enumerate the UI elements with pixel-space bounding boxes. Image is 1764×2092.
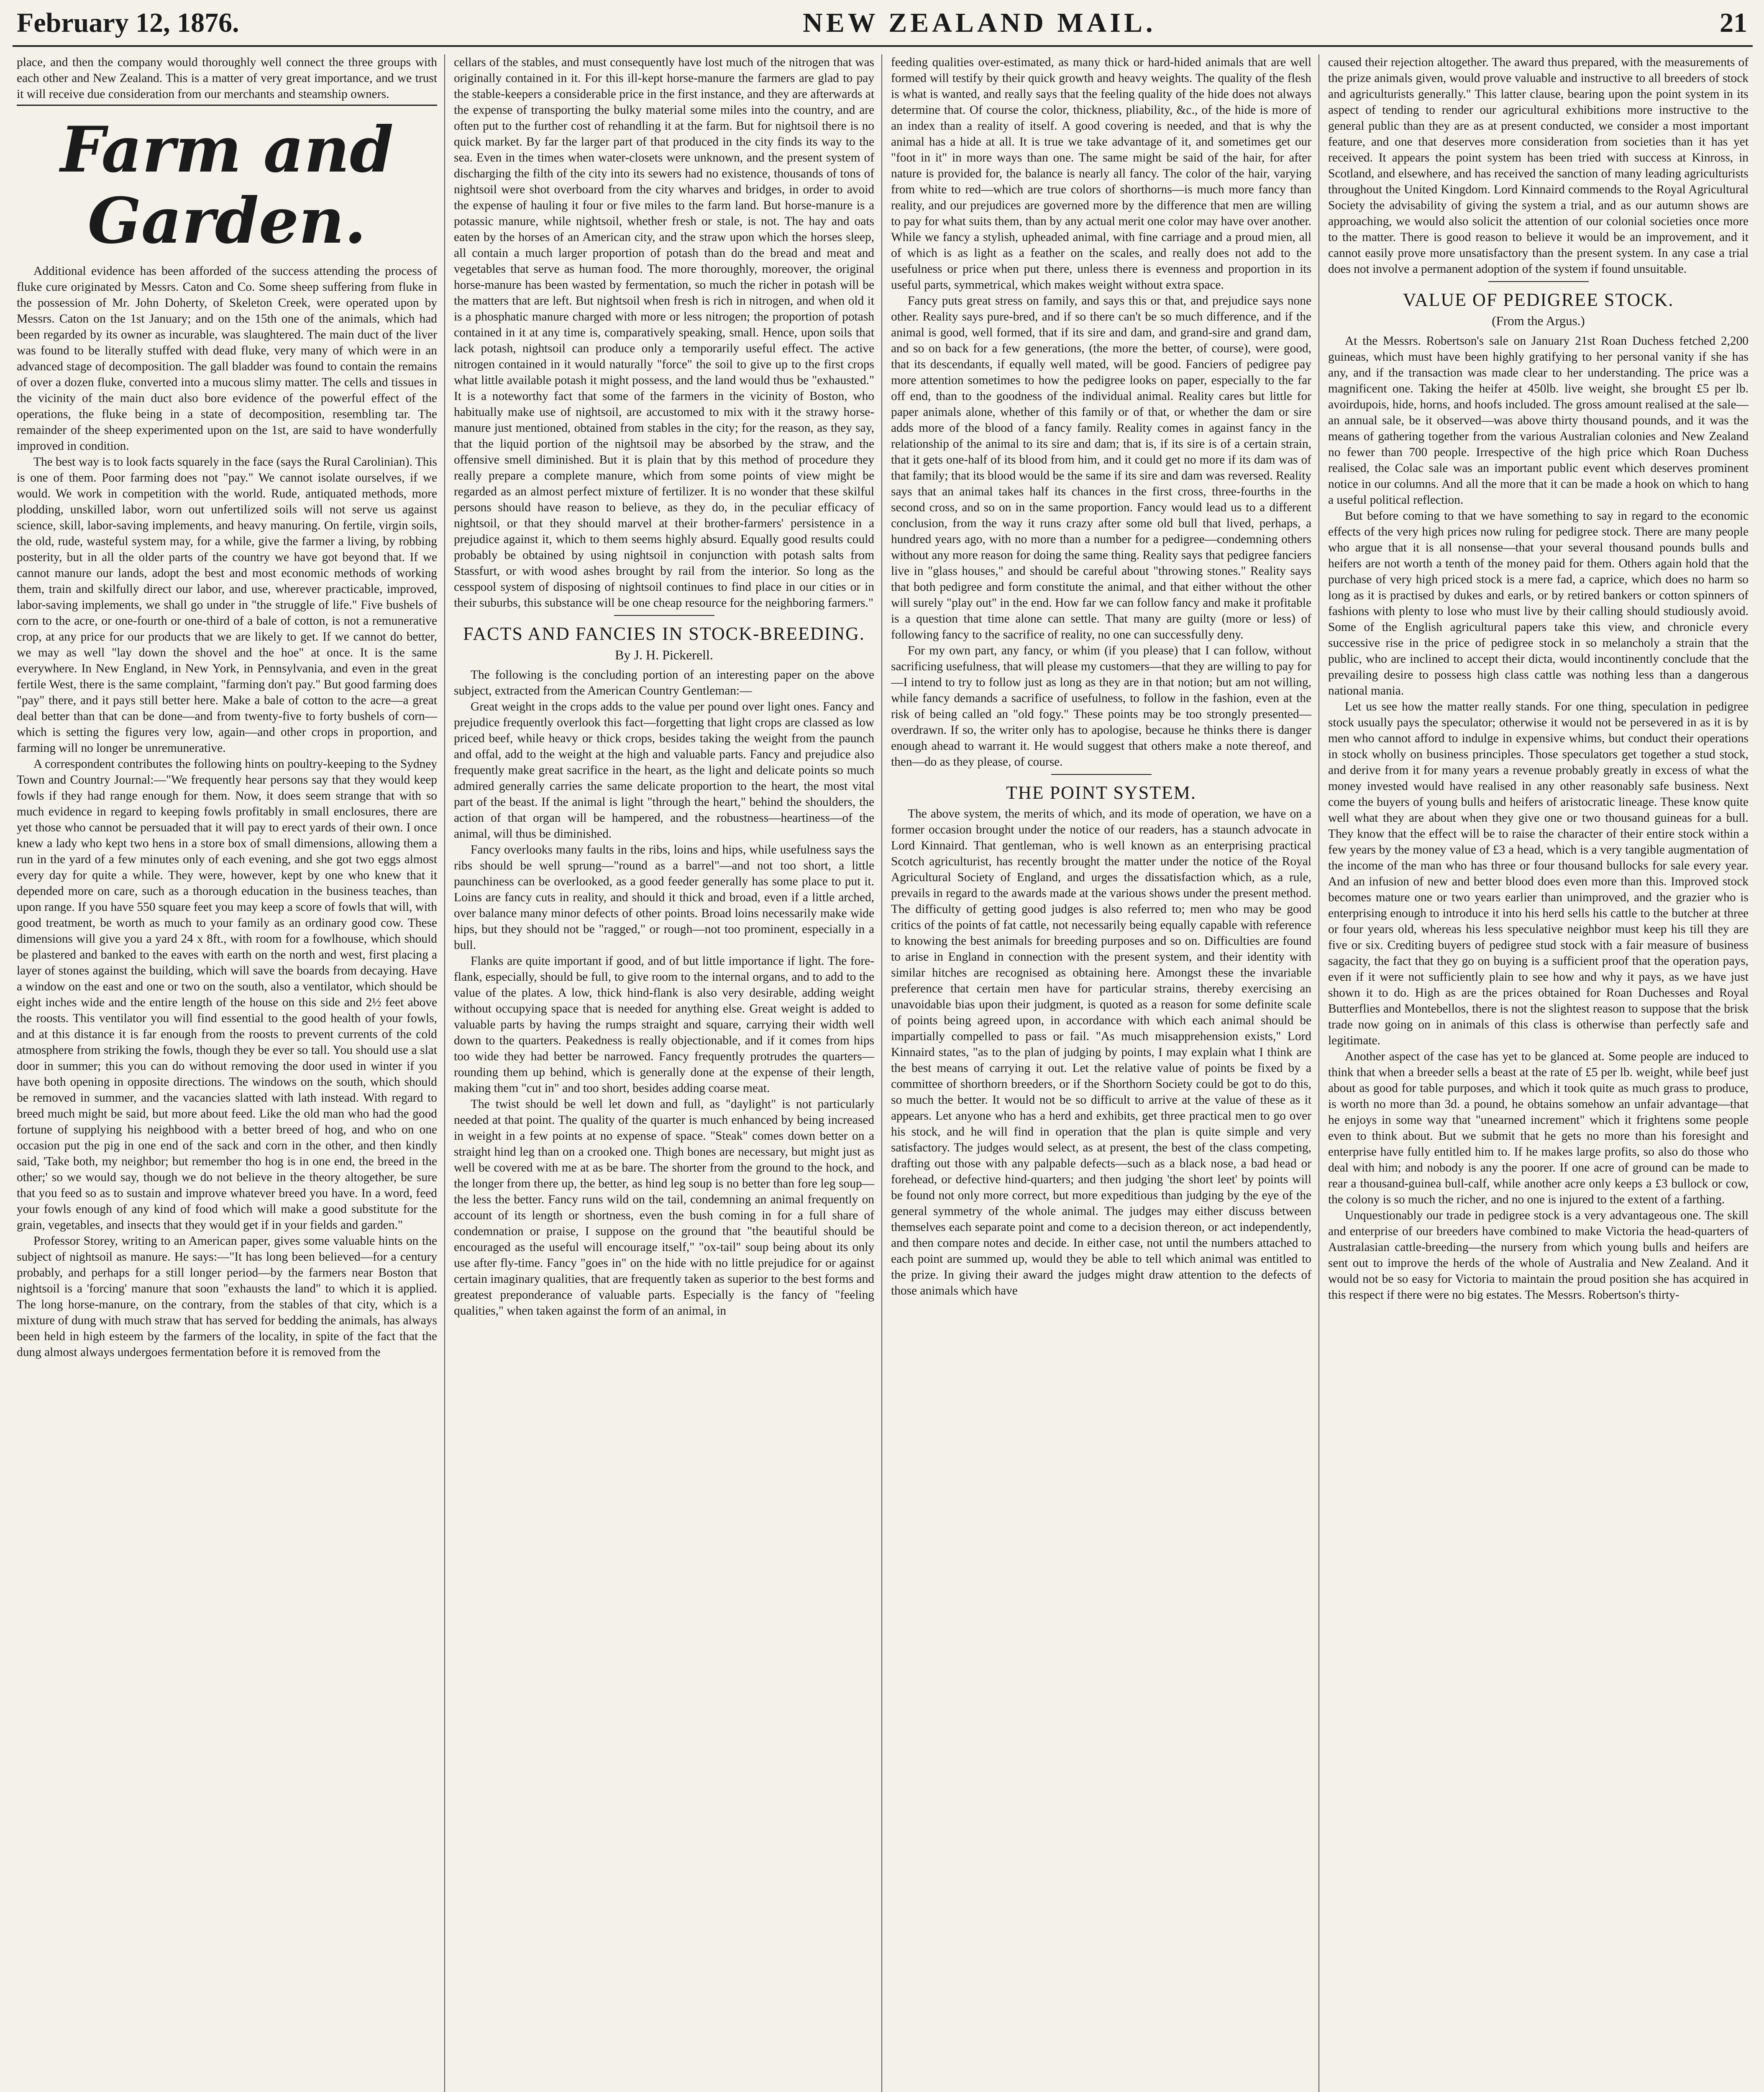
column-3 <box>891 54 1311 1299</box>
paragraph: Flanks are quite important if good, and of but little importance if light. The fore-flank, especially, should be full, to give room to the internal organs, and to add to the value of the plates. A low, thick hind-flank is also very desirable, adding weight without occupying space that is needed for anything else. Great weight is added to valuable parts by having the rumps straight and square, carrying their width well down to the quarters. Peakedness is really objectionable, and if it comes from hips too wide they had better be narrowed. Fancy frequently protrudes the quarters—rounding them up behind, which is generally done at the expense of their length, making them "cut in" and too short, besides adding coarse meat. <box>454 954 874 1095</box>
article-title: FACTS AND FANCIES IN STOCK-BREEDING. <box>463 623 865 644</box>
article-byline: By J. H. Pickerell. <box>615 647 713 662</box>
article-divider <box>614 615 714 616</box>
paragraph: Great weight in the crops adds to the value per pound over light ones. Fancy and prejudice frequently overlook this fact—forgetting that light crops are classed as low priced beef, while heavy or thick crops, besides taking the weight from the paunch and offal, add to the weight at the high and valuable parts. Fancy and prejudice also frequently make great sacrifice in the heart, as the light and delicate points so much admired generally carries the same delicate proportion to the heart, the most vital part of the beast. If the animal is light "through the heart," behind the shoulders, the action of that organ will be hampered, and the robustness—heartiness—of the animal, will thus be diminished. <box>454 700 874 841</box>
paragraph: Professor Storey, writing to an American paper, gives some valuable hints on the subject of nightsoil as manure. He says:—"It has long been believed—for a century probably, and perhaps for a still longer period—by the farmers near Boston that nightsoil is a 'forcing' manure that soon "exhausts the land" to which it is applied. The long horse-manure, on the contrary, from the stables of that city, which is a mixture of dung with much straw that has served for bedding the animals, has always been held in high esteem by the farmers of the locality, in spite of the fact that the dung almost always undergoes fermentation before it is removed from the <box>17 1234 437 1359</box>
issue-date: February 12, 1876. <box>17 8 239 38</box>
section-rule <box>17 105 437 106</box>
paragraph: feeding qualities over-estimated, as many thick or hard-hided animals that are well formed will testify by their quick growth and heavy weights. The quality of the flesh is what is wanted, and really says that the feeling quality of the hide does not always determine that. Of course the color, thickness, pliability, &c., of the hide is more of an index than a reality of itself. A good covering is needed, and that is why the animal has a hide at all. It is true we take advantage of it, and sometimes get our "foot in it" in more ways than one. The same might be said of the hair, for after nature is provided for, the balance is nearly all fancy. The color of the hair, varying from white to red—which are true colors of shorthorns—is much more fancy than reality, and our prejudices are governed more by the difference that men are willing to pay for what suits them, than by any actual merit one color may have over another. While we fancy a stylish, upheaded animal, with fine carriage and a proud mien, all of which is as light as a feather on the scales, and really does not add to the usefulness or price when put there, unless there is evenness and proportion in its useful parts, symmetrical, which makes weight without extra space. <box>891 56 1311 292</box>
paragraph: Another aspect of the case has yet to be glanced at. Some people are induced to think that when a breeder sells a beast at the rate of £5 per lb. weight, while beef just about as good for table purposes, and which it took quite as much grass to produce, is worth no more than 3d. a pound, he obtains somehow an unfair advantage—that he enjoys in some way that "unearned increment" which it frightens some people even to think about. But we submit that he gets no more than his foresight and enterprise have fully entitled him to. If he makes large profits, so also do those who deal with him; and nobody is any the poorer. If one acre of ground can be made to rear a thousand-guinea bull-calf, while another acre only keeps a £3 bullock or cow, the colony is so much the richer, and no one is injured to the extent of a farthing. <box>1328 1050 1749 1206</box>
paragraph: Let us see how the matter really stands. For one thing, speculation in pedigree stock usually pays the speculator; otherwise it would not be persevered in as it is by men who cannot afford to indulge in expensive whims, but conduct their operations in stock wholly on business principles. Those speculators get together a stud stock, and derive from it for many years a revenue probably greatly in excess of what the money invested would have realised in any other reasonably safe business. Next come the buyers of young bulls and heifers of aristocratic lineage. These know quite well what they are about when they give one or two thousand guineas for a bull. They know that the effect will be to raise the character of their entire stock within a few years by the money value of £3 a head, which is a very tangible augmentation of the income of the man who has three or four thousand bullocks for sale every year. And an infusion of new and better blood does even more than this. Improved stock becomes mature one or two years earlier than unimproved, and the grazier who is enterprising enough to introduce it into his herd sells his cattle to the butcher at three or four years old, whereas his less speculative neighbor must keep his till they are five or six. Crediting buyers of pedigree stud stock with a fair measure of business sagacity, the fact that they go on buying is a sufficient proof that the operation pays, even if it were not sufficiently plain to see how and why it pays, as we have just shown it to do. High as are the prices obtained for Roan Duchesses and Royal Butterflies and Montebellos, there is not the slightest reason to suppose that the brisk trade now going on in animals of this class is otherwise than perfectly safe and legitimate. <box>1328 700 1749 1047</box>
article-divider <box>1051 774 1152 775</box>
column-4 <box>1328 54 1749 1303</box>
paragraph: The best way is to look facts squarely in the face (says the Rural Carolinian). This is one of them. Poor farming does not "pay." We cannot isolate ourselves, if we would. We work in competition with the world. Rude, antiquated methods, more plodding, unskilled labor, worn out unfertilized soils will not serve us against science, skill, labor-saving implements, and heavy manuring. On fertile, virgin soils, the old, rude, wasteful system may, for a while, give the farmer a living, by robbing posterity, but in all the older parts of the country we have got beyond that. If we cannot manure our lands, adopt the best and most economic methods of working them, train and skilfully direct our labor, and use, wherever practicable, improved, labor-saving implements, we shall go under in "the struggle of life." Five bushels of corn to the acre, or one-fourth or one-third of a bale of cotton, is not a remunerative crop, at any price for our products that we are likely to get. If we cannot do better, we may as well "lay down the shovel and the hoe" at once. It is the same everywhere. In New England, in New York, in Pennsylvania, and even in the great fertile West, there is the same complaint, "farming don't pay." But good farming does "pay" there, and it pays still better here. Make a bale of cotton to the acre—a great deal better than that can be done—and from twenty-five to forty bushels of corn—which is setting the figures very low, again—and other crops in proportion, and farming will no longer be unremunerative. <box>17 455 437 755</box>
paragraph: At the Messrs. Robertson's sale on January 21st Roan Duchess fetched 2,200 guineas, which must have been highly gratifying to her personal vanity if she has any, and if the transaction was made clear to her understanding. The price was a magnificent one. Taking the heifer at 450lb. live weight, she brought £5 per lb. avoirdupois, hide, horns, and hoofs included. The gross amount realised at the sale—an annual sale, be it observed—was above thirty thousand pounds, and it was the means of gathering together from the various Australian colonies and New Zealand no fewer than 700 people. Irrespective of the high price which Roan Duchess realised, the Colac sale was an important public event which deserves prominent notice in our columns. And all the more that it can be made a hook on which to hang a useful political reflection. <box>1328 334 1749 507</box>
masthead-rule <box>13 45 1753 47</box>
paragraph: A correspondent contributes the following hints on poultry-keeping to the Sydney Town and Country Journal:—"We frequently hear persons say that they would keep fowls if they had range enough for them. Now, it does seem strange that with so much evidence in regard to keeping fowls profitably in small enclosures, there are yet those who cannot be persuaded that it will pay to erect yards of their own. I once knew a lady who kept two hens in a store box of small dimensions, allowing them a run in the yard of a few minutes only of each evening, and she got two eggs almost every day for quite a while. They were, however, kept by one who knew that it depended more on care, such as a thorough education in the business teaches, than upon range. If you have 550 square feet you may keep a score of fowls that will, with good treatment, be worth as much to your family as an ordinary good cow. These dimensions will give you a yard 24 x 8ft., with room for a fowlhouse, which should be plastered and banked to the eaves with earth on the north and west, first placing a layer of stones against the building, which will save the boards from decaying. Have a window on the east and one or two on the south, also a ventilator, which should be eight inches wide and the entire length of the house on this side and 2½ feet above the roosts. This ventilator you will find essential to the good health of your fowls, and at this distance it is far enough from the roosts to prevent currents of the cold atmosphere from striking the fowls, though they be ever so tall. You should use a slat door in summer; this you can do without removing the door used in winter if you have both opening in opposite directions. The windows on the south, which should be removed in summer, and the vacancies slatted with lath instead. With regard to breed much might be said, but more about feed. Like the old man who had the good fortune of supplying his neighbood with a better breed of hog, and who on one occasion put the pig in one end of the sack and corn in the other, and then kindly said, 'Take both, my neighbor; but remember tho hog is in one end, the breed in the other;' so we would say, though we do not believe in the theory altogether, be sure that you feed so as to sustain and improve whatever breed you have. In a word, feed your fowls enough of any kind of food which will make a good substitute for the grain, vegetables, and insects that they would get if in your fields and garden." <box>17 757 437 1232</box>
page-number: 21 <box>1719 8 1747 38</box>
section-title: Farm and Garden. <box>60 113 394 258</box>
col1-body <box>17 263 437 1360</box>
column-divider <box>444 54 445 2092</box>
paragraph: cellars of the stables, and must consequently have lost much of the nitrogen that was originally contained in it. For this ill-kept horse-manure the farmers are glad to pay the stable-keepers a considerable price in the first instance, and they are afterwards at the expense of transporting the bulky material some miles into the country, and are often put to the further cost of rehandling it at the farm. But for nightsoil there is no quick market. By far the larger part of that produced in the city finds its way to the sea. Even in the times when water-closets were unknown, and the present system of discharging the filth of the city into its sewers had no existence, thousands of tons of nightsoil were shot overboard from the city wharves and bridges, in order to avoid the expense of hauling it four or five miles to the farm land. But horse-manure is a potassic manure, while nightsoil, whether fresh or stale, is not. The hay and oats eaten by the horses of an American city, and the straw upon which the horses sleep, all contain a much larger proportion of potash than do the bread and meat and vegetables that serve as human food. The more thoroughly, moreover, the original horse-manure has been wasted by fermentation, so much the richer in potash will be the matters that are left. But nightsoil when fresh is rich in nitrogen, and when old it is a phosphatic manure charged with more or less nitrogen; the proportion of potash contained in it at any time is, comparatively speaking, small. Hence, upon soils that lack potash, nightsoil can produce only a temporarily useful effect. The active nitrogen contained in it would naturally "force" the soil to give up to the first crops what little available potash it might possess, and the land would thus be "exhausted." It is a noteworthy fact that some of the farmers in the vicinity of Boston, who habitually make use of nightsoil, are accustomed to mix with it the strawy horse-manure just mentioned, obtained from stables in the city; for the reason, as they say, that the liquid portion of the nightsoil may be absorbed by the straw, and the offensive smell diminished. But it is plain that by this method of procedure they really prepare a complete manure, which from some points of view might be regarded as an almost perfect mixture of fertilizer. It is no wonder that these skilful persons should have reason to believe, as they do, in the peculiar efficacy of nightsoil, or that they should marvel at their brother-farmers' persistence in a prejudice against it, which to them seems highly absurd. Equally good results could probably be obtained by using nightsoil in conjunction with potash salts from Stassfurt, or with wood ashes brought by rail from the interior. So long as the cesspool system of disposing of nightsoil continues to find place in our cities or in their suburbs, this substance will be one cheap resource for the neighboring farmers." <box>454 56 874 610</box>
article-title: THE POINT SYSTEM. <box>1006 782 1196 803</box>
article-divider <box>1488 281 1589 282</box>
paragraph: Fancy puts great stress on family, and says this or that, and prejudice says none other. Reality says pure-bred, and if so there can't be so much difference, and if the animal is good, well formed, that if its sire and dam, and grand-sire and grand dam, and so on back for a few generations, (the more the better, of course), were good, that its descendants, if equally well mated, will be good. Fanciers of pedigree pay more attention sometimes to how the pedigree looks on paper, especially to the far off end, than to the goodness of the individual animal. Reality cares but little for paper animals alone, whether of this family or of that, or whether the dam or sire adds more of the blood of a fancy family. Reality comes in against fancy in the relationship of the animal to its sire and dam; that is, if its sire is of a certain strain, that it gets one-half of its blood from him, and it could get no more if its dam was of that family; that its blood would be the same if its sire and dam was reversed. Reality says that an animal takes half its chances in the first cross, three-fourths in the second cross, and so on in the same proportion. Fancy would lead us to a different conclusion, from the way it runs crazy after some old bull that lived, perhaps, a hundred years ago, with no more than a number for a pedigree—condemning others without any more reason for doing the same thing. Reality says that pedigree fanciers live in "glass houses," and should be careful about "throwing stones." Reality says that both pedigree and form constitute the animal, and that either without the other will surely "play out" in the end. How far we can follow fancy and make it profitable is a question that time alone can settle. That many are guilty (more or less) of following fancy to the sacrifice of reality, no one can successfully deny. <box>891 294 1311 641</box>
lead-paragraph: place, and then the company would thoroughly well connect the three groups with each other and New Zealand. This is a matter of very great importance, and we trust it will receive due consideration from our merchants and steamship owners. <box>17 56 437 101</box>
newspaper-title: NEW ZEALAND MAIL. <box>803 8 1156 38</box>
column-2 <box>454 54 874 1319</box>
article-intro: The following is the concluding portion of an interesting paper on the above subject, extracted from the American Country Gentleman:— <box>454 668 874 697</box>
article-source: (From the Argus.) <box>1492 313 1585 328</box>
paragraph: For my own part, any fancy, or whim (if you please) that I can follow, without sacrificing usefulness, that will please my customers—that they are willing to pay for—I intend to try to follow just as long as they are in that notion; but am not willing, while fancy demands a sacrifice of usefulness, to follow in the fashion, even at the risk of being called an "old fogy." These points may be too strongly presented—overdrawn. If so, the writer only has to apologise, because he thinks there is danger enough ahead to warrant it. He would suggest that others make a note thereof, and then—do as they please, of course. <box>891 644 1311 769</box>
article-title: VALUE OF PEDIGREE STOCK. <box>1403 290 1674 310</box>
masthead <box>17 4 1747 42</box>
paragraph: Unquestionably our trade in pedigree stock is a very advantageous one. The skill and enterprise of our breeders have combined to make Victoria the head-quarters of Australasian cattle-breeding—the nursery from which young bulls and heifers are sent out to improve the herds of the whole of Australia and New Zealand. And it would not be so easy for Victoria to maintain the proud position she has acquired in this respect if there were no big estates. The Messrs. Robertson's thirty- <box>1328 1209 1749 1302</box>
column-divider <box>881 54 882 2092</box>
paragraph: The twist should be well let down and full, as "daylight" is not particularly needed at that point. The quality of the quarter is much enhanced by being increased in weight in a few points at no expense of space. "Steak" comes down better on a straight hind leg than on a crooked one. Thigh bones are necessary, but might just as well be covered with me at as be bare. The shorter from the ground to the hock, and the longer from there up, the better, as hind leg soup is no better than fore leg soup—the less the better. Fancy runs wild on the tail, condemning an animal frequently on account of its length or shortness, even the bush coming in for a full share of condemnation or praise, I suppose on the ground that "the beautiful should be encouraged as the useful will encourage itself," "ox-tail" soup being about its only use after fly-time. Fancy "goes in" on the hide with no little prejudice for or against certain imaginary qualities, that are frequently taken as superior to the best forms and greatest preponderance of valuable parts. Especially is the fancy of "feeling qualities," when taken against the form of an animal, in <box>454 1097 874 1318</box>
paragraph: Fancy overlooks many faults in the ribs, loins and hips, while usefulness says the ribs should be well sprung—"round as a barrel"—and not too short, a little paunchiness can be overlooked, as a good feeder generally has some place to put it. Loins are fancy cuts in reality, and should it thick and broad, even if a little arched, over balance many minor defects of other points. Broad loins necessarily make wide hips, but they should not be "ragged," or rough—not too prominent, especially in a bull. <box>454 843 874 952</box>
column-1 <box>17 54 437 1360</box>
paragraph: caused their rejection altogether. The award thus prepared, with the measurements of the prize animals given, would prove valuable and instructive to all breeders of stock and agriculturists generally." This latter clause, bearing upon the point system in its aspect of tending to render our agricultural exhibitions more instructive to the general public than they are as at present conducted, we consider a most important feature, and one that deserves more consideration from societies than it has yet received. It appears the point system has been tried with success at Kinross, in Scotland, and elsewhere, and has received the sanction of many leading agriculturists throughout the United Kingdom. Lord Kinnaird commends to the Royal Agricultural Society the advisability of giving the system a trial, and as our autumn shows are approaching, we would also solicit the attention of our colonial societies once more to the matter. There is good reason to believe it would be an improvement, and it cannot easily prove more unsatisfactory than the present system. In any case a trial does not involve a permanent adoption of the system if found unsuitable. <box>1328 56 1749 276</box>
paragraph: Additional evidence has been afforded of the success attending the process of fluke cure originated by Messrs. Caton and Co. Some sheep suffering from fluke in the possession of Mr. John Doherty, of Skeleton Creek, were operated upon by Messrs. Caton on the 1st January; and on the 15th one of the animals, which had been regarded by its owner as incurable, was slaughtered. The main duct of the liver was found to be literally stuffed with dead fluke, very many of which were in an advanced stage of decomposition. The gall bladder was found to contain the remains of over a dozen fluke, converted into a mucous slimy matter. The cells and tissues in the vicinity of the main duct also bore evidence of the powerful effect of the operations, the fluke being in a state of decomposition, resembling tar. The remainder of the sheep experimented upon on the 1st, are said to have wonderfully improved in condition. <box>17 264 437 453</box>
paragraph: The above system, the merits of which, and its mode of operation, we have on a former occasion brought under the notice of our readers, has a staunch advocate in Lord Kinnaird. That gentleman, who is well known as an enterprising practical Scotch agriculturist, has recently brought the matter under the notice of the Royal Agricultural Society of England, and urges the dissatisfaction which, as a rule, prevails in regard to the awards made at the various shows under the present method. The difficulty of getting good judges is also referred to; men who may be good critics of the points of fat cattle, not necessarily being equally capable with reference to knowing the best animals for breeding purposes and so on. Difficulties are found to arise in England in connection with the present system, and their identity with similar hitches are recognised as obtaining here. Amongst these the invariable preference that certain men have for particular strains, thereby exercising an unavoidable bias upon their judgment, is quoted as a reason for some definite scale of points being agreed upon, in accordance with which each animal should be impartially compelled to pass or fail. "As much misapprehension exists," Lord Kinnaird states, "as to the plan of judging by points, I may explain what I think are the best means of carrying it out. Let the relative value of points be fixed by a committee of shorthorn breeders, or if the Shorthorn Society could be got to do this, so much the better. It would not be so difficult to arrive at the value of these as it appears. Let anyone who has a herd and exhibits, get three practical men to go over his stock, and he will find in operation that the plan is quite simple and very satisfactory. The judges would select, as at present, the best of the class competing, drafting out those with any palpable defects—such as a black nose, a bad head or forehead, or defective hind-quarters; and then judging 'the short leet' by points will be found not only more correct, but more expeditious than judging by the eye of the general symmetry of the whole animal. The judges may either discuss between themselves each separate point and come to a decision thereon, or act independently, and then compare notes and decide. In either case, not until the numbers attached to each point are summed up, would they be able to tell which animal was entitled to the prize. In giving their award the judges might draw attention to the defects of those animals which have <box>891 807 1311 1297</box>
paragraph: But before coming to that we have something to say in regard to the economic effects of the very high prices now ruling for pedigree stock. There are many people who argue that it is all nonsense—that your several thousand pounds bulls and heifers are not worth a tenth of the money paid for them. Others again hold that the purchase of very high priced stock is a mere fad, a caprice, which does no harm so long as it is practised by dukes and earls, or by retired bankers or cotton spinners of fashions with plenty to lose who must live by their calling should studiously avoid. Some of the English agricultural papers take this view, and chronicle every successive rise in the price of pedigree stock in so melancholy a strain that the public, who are inclined to accept their dicta, would incontinently conclude that the prevailing desire to possess high class cattle was nothing less than a dangerous national mania. <box>1328 509 1749 697</box>
